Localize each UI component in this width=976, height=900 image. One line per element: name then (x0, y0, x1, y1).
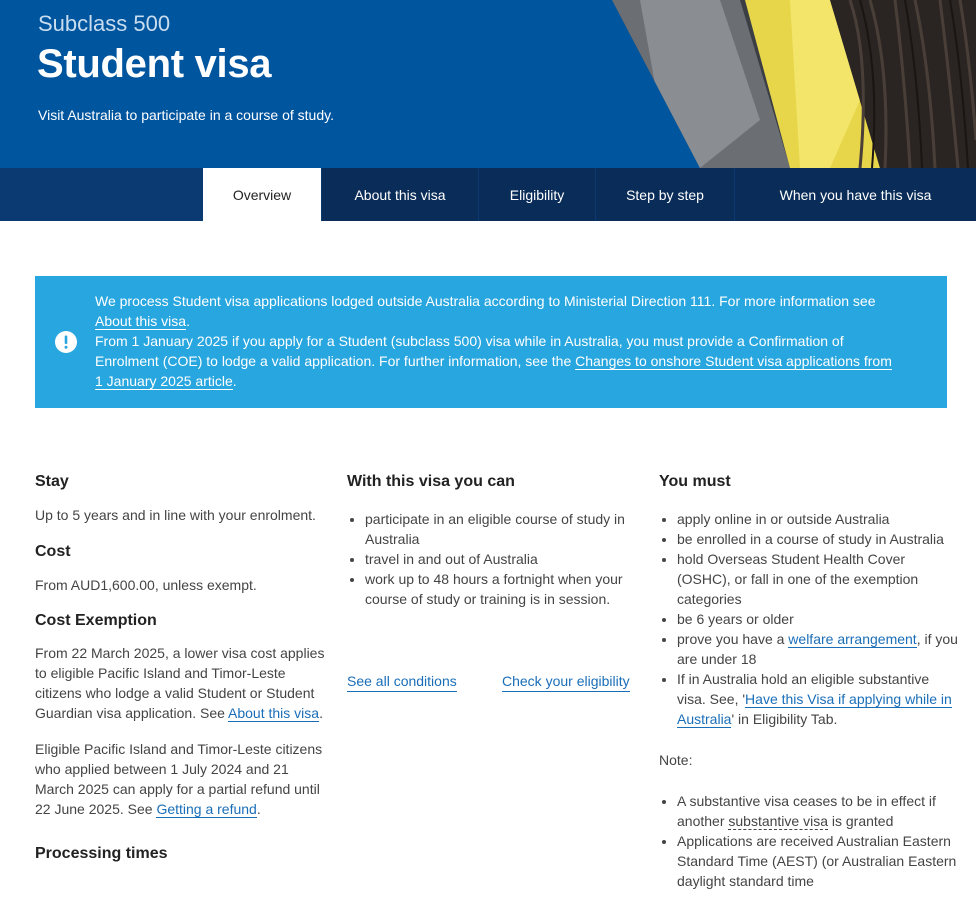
refund-text-end: . (256, 801, 261, 817)
tab-when-you-have-this-visa[interactable]: When you have this visa (734, 168, 976, 221)
welfare-arrangement-link[interactable]: welfare arrangement (788, 631, 917, 647)
item-text: , if you are under 18 (677, 631, 958, 667)
exclamation-circle-icon (55, 331, 77, 353)
alert-line-1 (95, 291, 895, 331)
page-title: Student visa (37, 42, 272, 86)
item-text: If in Australia hold an eligible substantive visa. See, ' (677, 671, 930, 707)
stay-heading: Stay (35, 473, 69, 490)
action-links (347, 671, 637, 693)
getting-a-refund-link[interactable]: Getting a refund (156, 801, 257, 817)
about-this-visa-link-2[interactable]: About this visa (228, 705, 320, 721)
item-text: prove you have a (677, 631, 789, 647)
list-item: • travel in and out of Australia (365, 549, 637, 569)
page-description: Visit Australia to participate in a course of study. (38, 107, 334, 123)
alert-line-1-text: We process Student visa applications lodged outside Australia according to Ministerial Direction 111. For more information see (95, 293, 876, 309)
about-this-visa-link[interactable]: About this visa (95, 313, 187, 329)
processing-times-heading: Processing times (35, 845, 168, 862)
list-item: • be 6 years or older (677, 609, 959, 629)
cost-exemption-heading: Cost Exemption (35, 612, 157, 629)
item-text: is granted (827, 813, 894, 829)
list-item: • apply online in or outside Australia (677, 509, 959, 529)
refund-text (35, 739, 325, 819)
alert-line-2-end: . (232, 373, 237, 389)
check-eligibility-link[interactable]: Check your eligibility (502, 671, 630, 692)
info-alert (35, 276, 947, 408)
tab-bar (0, 168, 976, 221)
item-text: A substantive visa ceases to be in effect if another (677, 793, 936, 829)
alert-line-2-text: From 1 January 2025 if you apply for a Student (subclass 500) visa while in Australia, you must provide a Confirmation of Enrolment (COE) to lodge a valid application. For further information, see the (95, 333, 844, 369)
see-all-conditions-link[interactable]: See all conditions (347, 671, 457, 692)
alert-message (95, 291, 895, 391)
have-this-visa-link[interactable]: Have this Visa if applying while in Australia (677, 691, 952, 727)
cost-heading: Cost (35, 543, 71, 560)
tab-overview[interactable]: Overview (203, 168, 321, 221)
visa-permissions-column (347, 470, 637, 693)
permissions-list (347, 509, 637, 609)
alert-line-1-end: . (186, 313, 190, 329)
list-item: • be enrolled in a course of study in Australia (677, 529, 959, 549)
tab-about-this-visa[interactable]: About this visa (321, 168, 478, 221)
visa-subclass: Subclass 500 (38, 11, 171, 36)
substantive-visa-term[interactable]: substantive visa (728, 813, 828, 829)
visa-requirements-column (659, 470, 959, 891)
cost-text: From AUD1,600.00, unless exempt. (35, 577, 257, 593)
list-item (677, 669, 959, 729)
you-must-heading: You must (659, 473, 731, 490)
list-item: • work up to 48 hours a fortnight when your course of study or training is in session. (365, 569, 637, 609)
visa-summary-column (35, 470, 325, 866)
stay-text: Up to 5 years and in line with your enrolment. (35, 507, 316, 523)
list-item (677, 791, 959, 831)
list-item: • hold Overseas Student Health Cover (OSHC), or fall in one of the exemption categories (677, 549, 959, 609)
with-this-visa-heading: With this visa you can (347, 473, 515, 490)
alert-line-2 (95, 331, 895, 391)
list-item: • Applications are received Australian Eastern Standard Time (AEST) (or Australian Eastern daylight standard time (677, 831, 959, 891)
tab-step-by-step[interactable]: Step by step (595, 168, 734, 221)
tab-eligibility[interactable]: Eligibility (478, 168, 595, 221)
onshore-changes-article-link[interactable]: Changes to onshore Student visa applications from 1 January 2025 article (95, 353, 892, 389)
requirements-list (659, 509, 959, 729)
cost-exemption-text (35, 643, 325, 723)
cost-exemption-text-end: . (319, 705, 323, 721)
note-label: Note: (659, 752, 693, 768)
item-text: ' in Eligibility Tab. (731, 711, 838, 727)
notes-list (659, 791, 959, 891)
list-item: • participate in an eligible course of study in Australia (365, 509, 637, 549)
cost-exemption-text-body: From 22 March 2025, a lower visa cost applies to eligible Pacific Island and Timor-Leste citizens who lodge a valid Student or Student Guardian visa application. See (35, 645, 325, 721)
list-item (677, 629, 959, 669)
refund-text-body: Eligible Pacific Island and Timor-Leste citizens who applied between 1 July 2024 and 21 March 2025 can apply for a partial refund until 22 June 2025. See (35, 741, 323, 817)
